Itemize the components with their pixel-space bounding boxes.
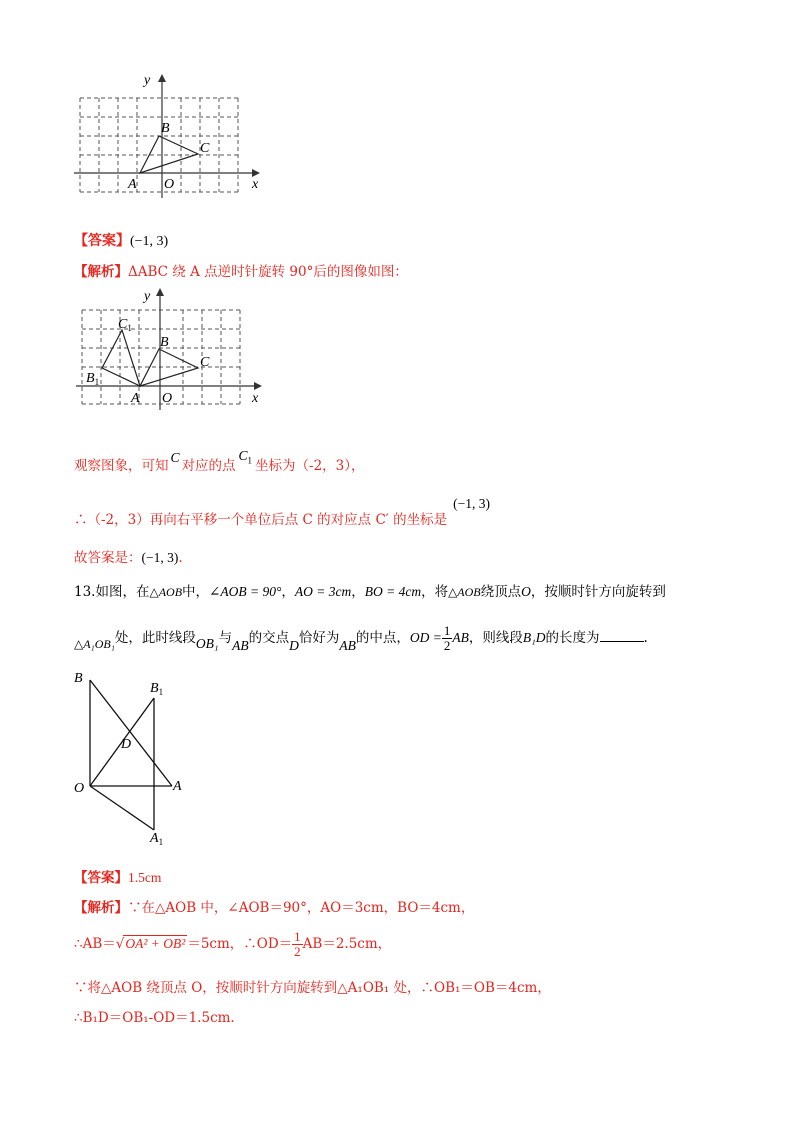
q13-tri: △AOB bbox=[448, 585, 481, 599]
q13-od: OD = bbox=[409, 630, 442, 645]
obs-c1-sub: 1 bbox=[247, 455, 253, 466]
x-axis-label: x bbox=[252, 391, 259, 406]
analysis-label: 【解析】 bbox=[74, 900, 128, 916]
obs-c: C bbox=[170, 450, 180, 465]
observation-line bbox=[74, 448, 365, 476]
q13-frac-den: 2 bbox=[443, 638, 451, 653]
origin-label: O bbox=[164, 177, 175, 192]
analysis-2-line-1 bbox=[74, 896, 474, 916]
q13-text: 与 bbox=[218, 630, 233, 646]
q13-end: . bbox=[643, 630, 648, 646]
analysis-text: AB＝2.5cm， bbox=[302, 936, 392, 952]
q13-ob1: OB₁ bbox=[195, 636, 219, 651]
q13-b1d: B₁D bbox=[522, 630, 546, 645]
q13-text: 处，此时线段 bbox=[114, 630, 196, 646]
q13-bo: BO = 4cm bbox=[364, 584, 422, 599]
point-a1-label: $A_1$ bbox=[150, 831, 164, 847]
q13-ab: AB bbox=[452, 630, 469, 645]
final-end: . bbox=[178, 550, 183, 566]
q13-text: 13.如图，在 bbox=[74, 584, 150, 600]
q13-text: ，按顺时针方向旋转到 bbox=[530, 584, 666, 600]
q13-text: ，则线段 bbox=[468, 630, 523, 646]
point-b-label: B bbox=[160, 335, 169, 350]
q13-ab: AB bbox=[339, 638, 356, 653]
analysis-2-line-4 bbox=[74, 1006, 235, 1026]
point-c-label: C bbox=[200, 355, 210, 370]
point-b-label: B bbox=[161, 121, 170, 136]
point-c1-label: $C_1$ bbox=[118, 317, 132, 333]
figure-rotated-triangle bbox=[76, 282, 276, 410]
point-b1-label: $B_1$ bbox=[150, 681, 164, 697]
q13-o: O bbox=[521, 584, 531, 599]
analysis-label: 【解析】 bbox=[74, 264, 128, 280]
frac-num: 1 bbox=[294, 929, 301, 944]
figure-grid-triangle-abc bbox=[70, 68, 270, 200]
point-b1-label: $B_1$ bbox=[86, 371, 100, 387]
question-13-line-1 bbox=[74, 580, 666, 600]
analysis-text: ΔABC 绕 A 点逆时针旋转 90°后的图像如图： bbox=[128, 264, 408, 280]
q13-text: 绕顶点 bbox=[480, 584, 522, 600]
y-axis-label: y bbox=[144, 73, 151, 88]
obs-text-3: 坐标为（-2，3）， bbox=[255, 458, 365, 474]
final-coord: (−1, 3) bbox=[141, 550, 179, 565]
obs-text-1: 观察图象，可知 bbox=[74, 458, 169, 474]
q13-angle: ∠AOB = 90° bbox=[209, 584, 282, 599]
frac-den: 2 bbox=[294, 944, 301, 959]
point-a-label: A bbox=[128, 177, 137, 192]
origin-label: O bbox=[162, 391, 173, 406]
q13-d: D bbox=[289, 638, 299, 653]
analysis-1 bbox=[74, 260, 408, 280]
answer-label: 【答案】 bbox=[74, 233, 130, 249]
answer-label: 【答案】 bbox=[74, 870, 128, 886]
q13-text: 的长度为 bbox=[545, 630, 600, 646]
analysis-text: ∵在△AOB 中，∠AOB＝90°，AO＝3cm，BO＝4cm， bbox=[128, 900, 475, 916]
q13-ab: AB bbox=[232, 638, 249, 653]
point-a-label: A bbox=[173, 779, 182, 794]
point-a-label: A bbox=[131, 391, 140, 406]
therefore-line bbox=[74, 496, 490, 528]
q13-ao: AO = 3cm bbox=[294, 584, 352, 599]
point-d-label: D bbox=[121, 737, 132, 752]
analysis-2-line-3 bbox=[74, 976, 551, 996]
q13-text: 恰好为 bbox=[298, 630, 340, 646]
q13-text: ，将 bbox=[421, 584, 449, 600]
answer-value: 1.5cm bbox=[128, 870, 162, 885]
analysis-text: ∴AB＝ bbox=[74, 936, 116, 952]
q13-tri: △A₁OB₁ bbox=[74, 637, 115, 651]
therefore-text: ∴（-2，3）再向右平移一个单位后点 C 的对应点 C′ 的坐标是 bbox=[74, 512, 448, 528]
question-13-line-2 bbox=[74, 624, 648, 653]
q13-text: 的中点， bbox=[355, 630, 410, 646]
answer-blank bbox=[600, 629, 644, 642]
obs-c1: C bbox=[238, 448, 248, 463]
x-axis-label: x bbox=[252, 177, 259, 192]
q13-text: ， bbox=[281, 584, 295, 600]
answer-1 bbox=[74, 230, 168, 250]
therefore-coord: (−1, 3) bbox=[453, 496, 490, 511]
q13-frac-num: 1 bbox=[443, 623, 451, 638]
q13-text: 中， bbox=[182, 584, 210, 600]
analysis-text: ＝5cm，∴OD＝ bbox=[187, 936, 293, 952]
point-o-label: O bbox=[74, 781, 85, 796]
sqrt-radicand: OA² + OB² bbox=[125, 936, 186, 951]
answer-value: (−1, 3) bbox=[130, 234, 169, 249]
analysis-text: ∴B₁D＝OB₁-OD＝1.5cm. bbox=[74, 1010, 235, 1026]
obs-text-2: 对应的点 bbox=[181, 458, 236, 474]
point-b-label: B bbox=[74, 671, 83, 686]
q13-text: ， bbox=[351, 584, 365, 600]
analysis-2-line-2: ∴AB＝√OA² + OB² ＝5cm，∴OD＝ $\frac{1}{2}$ AB＝2.5cm， bbox=[74, 929, 392, 959]
analysis-text: ∵将△AOB 绕顶点 O，按顺时针方向旋转到△A₁OB₁ 处，∴OB₁＝OB＝4cm， bbox=[74, 980, 551, 996]
q13-text: 的交点 bbox=[248, 630, 290, 646]
answer-2 bbox=[74, 866, 161, 886]
point-c-label: C bbox=[200, 141, 210, 156]
figure-rotation-aob bbox=[70, 668, 200, 850]
final-answer-1 bbox=[74, 546, 183, 566]
y-axis-label: y bbox=[144, 289, 151, 304]
q13-tri: △AOB bbox=[149, 585, 183, 599]
final-text: 故答案是： bbox=[74, 550, 142, 566]
